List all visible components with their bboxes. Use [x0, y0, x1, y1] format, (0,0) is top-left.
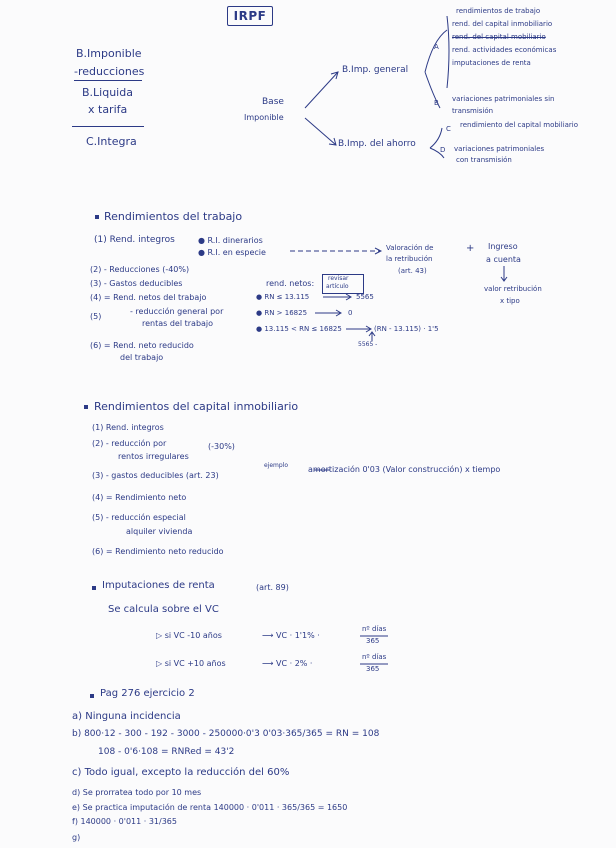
sec2-line4: (4) = Rendimiento neto	[92, 493, 187, 502]
sec3-rule1b: ⟶ VC · 1'1% ·	[262, 631, 320, 640]
sec1-line3: (3) - Gastos deducibles	[90, 279, 183, 288]
summary-tarifa: x tarifa	[88, 103, 128, 116]
scheme-base: Base	[262, 97, 284, 107]
sec1-cond1: ● RN ≤ 13.115	[256, 293, 310, 301]
arrow-c1	[323, 294, 351, 300]
sec4-c: c) Todo igual, excepto la reducción del 60%	[72, 767, 290, 778]
summary-cuota-integra: C.Integra	[86, 135, 137, 148]
scheme-ahorro: B.Imp. del ahorro	[338, 139, 416, 149]
arrow-c2	[315, 310, 341, 316]
sec1-cond3: ● 13.115 < RN ≤ 16825	[256, 325, 342, 333]
summary-base-liquida: B.Liquida	[82, 86, 133, 99]
sec1-line6b: del trabajo	[120, 353, 164, 362]
sec1-line1a: ● R.I. dinerarios	[198, 236, 263, 245]
arrow-c3-up	[369, 332, 375, 341]
sec3-heading: Imputaciones de renta	[102, 580, 215, 591]
sec3-rule1-den: 365	[366, 637, 380, 645]
ahorro-d-2: con transmisión	[456, 156, 512, 164]
sec2-amortizacion: amortización 0'03 (Valor construcción) x tiempo	[308, 465, 501, 474]
sec4-g: g)	[72, 833, 81, 842]
gen-item: rend. del capital inmobiliario	[452, 20, 553, 28]
bullet-sec3	[92, 586, 96, 590]
mark-d: D	[440, 146, 446, 154]
gen-item: rendimientos de trabajo	[456, 7, 541, 15]
arrow-to-general	[305, 72, 338, 108]
sec3-rule2a: ▷ si VC +10 años	[156, 659, 226, 668]
sec1-line4: (4) = Rend. netos del trabajo	[90, 293, 207, 302]
brace-general	[425, 30, 447, 108]
summary-base-imponible: B.Imponible	[76, 47, 142, 60]
sec3-rule2-den: 365	[366, 665, 380, 673]
scheme-imponible: Imponible	[244, 113, 284, 122]
sec2-ejemplo: ejemplo	[264, 462, 289, 469]
sec4-heading: Pag 276 ejercicio 2	[100, 688, 195, 699]
sec2-line3: (3) - gastos deducibles (art. 23)	[92, 471, 219, 480]
sec4-b2: 108 - 0'6·108 = RNRed = 43'2	[98, 747, 235, 757]
sec2-line6: (6) = Rendimiento neto reducido	[92, 547, 224, 556]
ahorro-d-1: variaciones patrimoniales	[454, 145, 545, 153]
sec2-line2a: (2) - reducción por	[92, 439, 167, 448]
mark-c: C	[446, 125, 451, 133]
sec3-rule2-num: nº días	[362, 653, 387, 661]
sec1-ingreso-2: a cuenta	[486, 255, 521, 264]
sec1-cond3-base: 5565 -	[358, 341, 378, 348]
sec1-line6a: (6) = Rend. neto reducido	[90, 341, 194, 350]
arrow-c3	[346, 326, 371, 332]
sec1-line5-num: (5)	[90, 312, 102, 321]
mark-a: A	[434, 43, 439, 51]
sec4-e: e) Se practica imputación de renta 140000 · 0'011 · 365/365 = 1650	[72, 803, 348, 812]
sec2-line2-pct: (-30%)	[208, 442, 235, 451]
sec1-plus: +	[466, 243, 475, 254]
sec2-line5a: (5) - reducción especial	[92, 513, 186, 522]
sec1-ingreso-1: Ingreso	[488, 242, 518, 251]
arrow-ingreso-valor	[501, 266, 507, 281]
sec2-line5b: alquiler vivienda	[126, 527, 193, 536]
ahorro-c: rendimiento del capital mobiliario	[460, 121, 579, 129]
sec4-d: d) Se prorratea todo por 10 mes	[72, 788, 202, 797]
bullet-sec2	[84, 405, 88, 409]
sec1-cond2-result: 0	[348, 309, 353, 317]
sec3-rule2b: ⟶ VC · 2% ·	[262, 659, 313, 668]
sec1-valoracion-1: Valoración de	[386, 244, 434, 252]
sec3-art: (art. 89)	[256, 583, 289, 592]
sec1-valor-1: valor retribución	[484, 285, 542, 293]
sec2-line2b: rentos irregulares	[118, 452, 189, 461]
sec1-line1: (1) Rend. integros	[94, 235, 175, 245]
gen-item: imputaciones de renta	[452, 59, 531, 67]
bullet-sec1	[95, 215, 99, 219]
sec1-cond3-result: (RN - 13.115) · 1'5	[374, 325, 439, 333]
sec1-line2: (2) - Reducciones (-40%)	[90, 265, 190, 274]
sec1-valor-2: x tipo	[500, 297, 520, 305]
sec1-line5-b: - reducción general por	[130, 307, 224, 316]
page-title: IRPF	[227, 6, 273, 26]
sec2-heading: Rendimientos del capital inmobiliario	[94, 400, 299, 413]
scheme-general: B.Imp. general	[342, 65, 409, 75]
bullet-sec4	[90, 694, 94, 698]
sec1-line5-c: rentas del trabajo	[142, 319, 214, 328]
sec1-cond2: ● RN > 16825	[256, 309, 308, 317]
sec1-revisar-2: artículo	[326, 283, 349, 290]
bracket-gen-items	[447, 16, 449, 88]
sec4-a: a) Ninguna incidencia	[72, 711, 181, 722]
sec1-valoracion-2: la retribución	[386, 255, 433, 263]
sec1-rend-netos: rend. netos:	[266, 279, 315, 288]
sec1-cond1-result: 5565	[356, 293, 374, 301]
summary-reducciones: -reducciones	[74, 65, 145, 78]
sec1-heading: Rendimientos del trabajo	[104, 210, 243, 223]
sec1-line1b: ● R.I. en especie	[198, 248, 266, 257]
sec3-rule1a: ▷ si VC -10 años	[156, 631, 222, 640]
mark-b: B	[434, 99, 439, 107]
sec1-valoracion-3: (art. 43)	[398, 267, 427, 275]
gen-b-1: variaciones patrimoniales sin	[452, 95, 555, 103]
sec4-f: f) 140000 · 0'011 · 31/365	[72, 817, 177, 826]
sec2-line1: (1) Rend. integros	[92, 423, 164, 432]
arrow-to-ahorro	[305, 118, 336, 145]
gen-item: rend. del capital mobiliario	[452, 33, 546, 41]
sec4-b: b) 800·12 - 300 - 192 - 3000 - 250000·0'3 0'03·365/365 = RN = 108	[72, 729, 380, 739]
gen-b-2: transmisión	[452, 107, 494, 115]
sec1-revisar-1: revisar	[328, 275, 349, 282]
sec3-calc: Se calcula sobre el VC	[108, 604, 219, 615]
gen-item: rend. actividades económicas	[452, 46, 557, 54]
sec3-rule1-num: nº días	[362, 625, 387, 633]
